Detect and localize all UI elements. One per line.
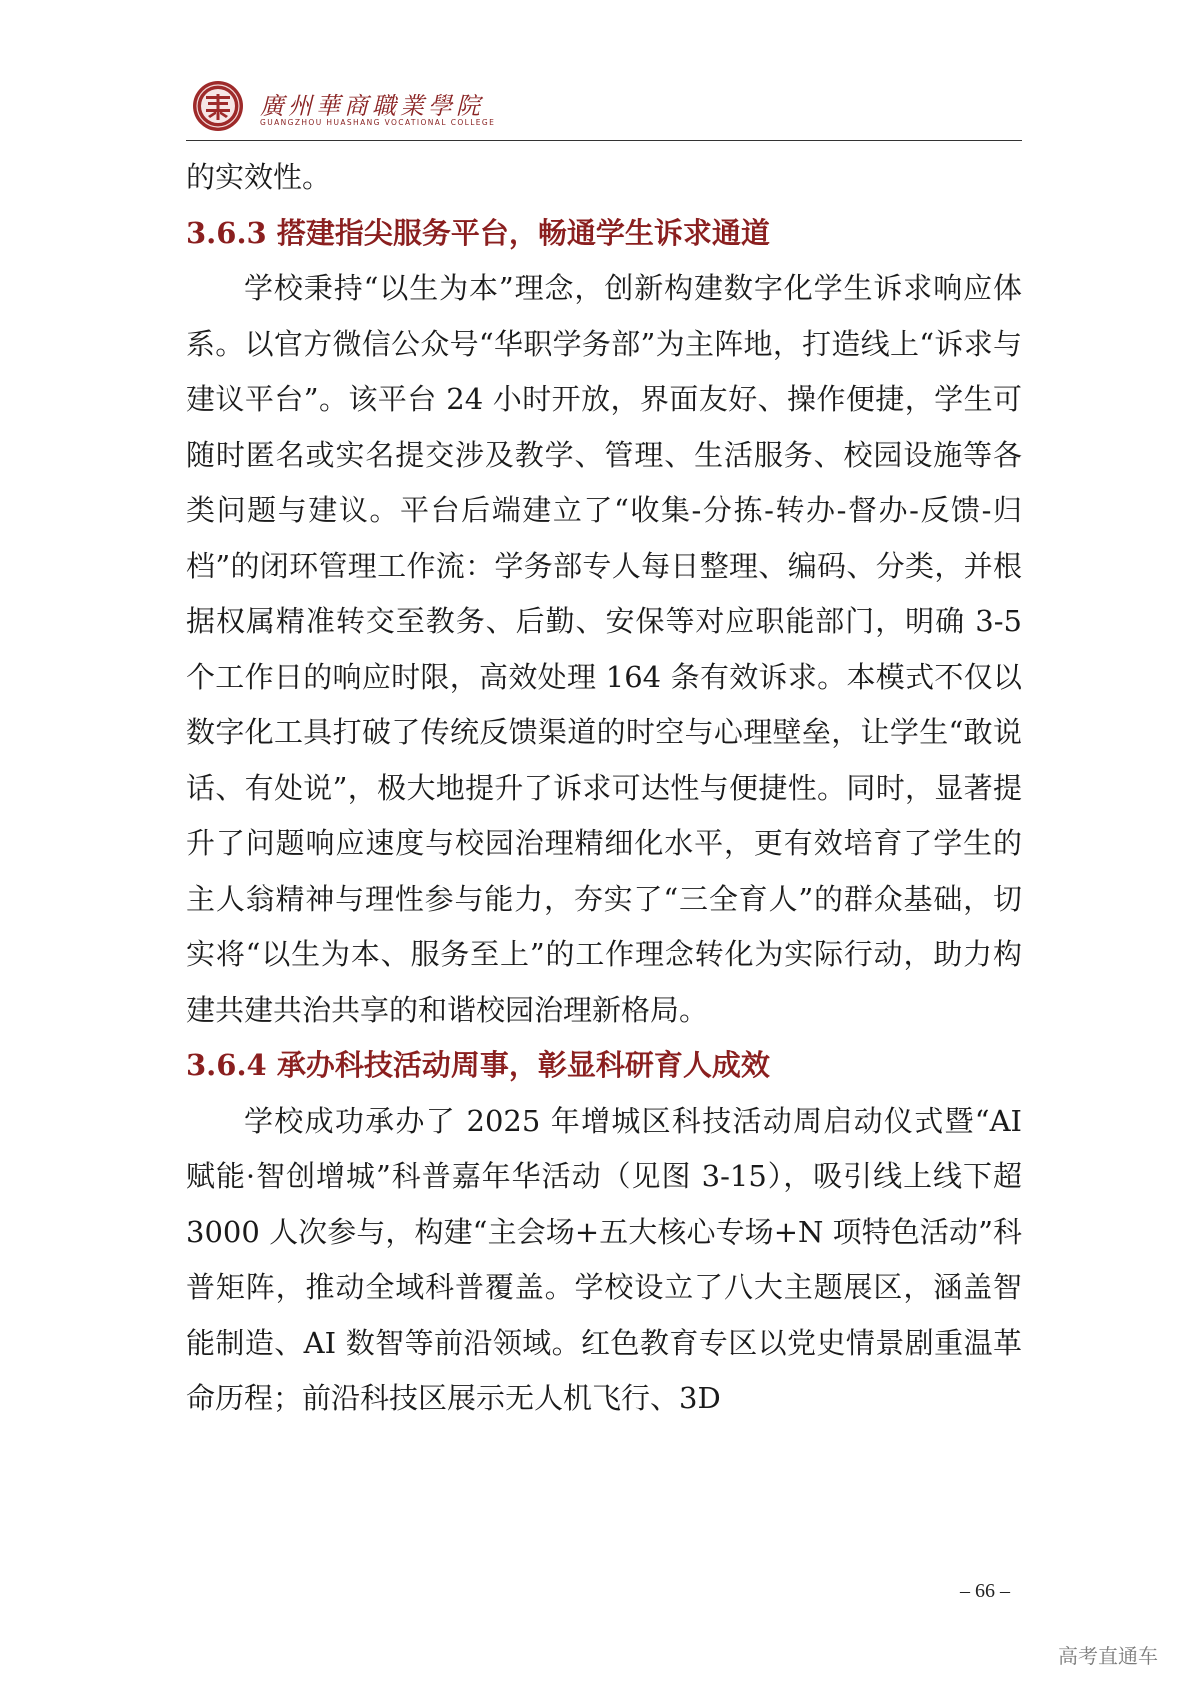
continuation-paragraph: 的实效性。 <box>186 160 332 194</box>
page-number: – 66 – <box>960 1580 1010 1602</box>
page-content <box>186 150 1022 1427</box>
college-name-english: GUANGZHOU HUASHANG VOCATIONAL COLLEGE <box>260 118 496 127</box>
college-name: 廣州華商職業學院 <box>260 92 484 120</box>
section-body-3-6-3: 学校秉持“以生为本”理念，创新构建数字化学生诉求响应体系。以官方微信公众号“华职学务部”为主阵地，打造线上“诉求与建议平台”。该平台 24 小时开放，界面友好、操作便捷，学生可随时匿名或实名提交涉及教学、管理、生活服务、校园设施等各类问题与建议。平台后端建立了“收集-分拣-转办-督办-反馈-归档”的闭环管理工作流：学务部专人每日整理、编码、分类，并根据权属精准转交至教务、后勤、安保等对应职能部门，明确 3-5 个工作日的响应时限，高效处理 164 条有效诉求。本模式不仅以数字化工具打破了传统反馈渠道的时空与心理壁垒，让学生“敢说话、有处说”，极大地提升了诉求可达性与便捷性。同时，显著提升了问题响应速度与校园治理精细化水平，更有效培育了学生的主人翁精神与理性参与能力，夯实了“三全育人”的群众基础，切实将“以生为本、服务至上”的工作理念转化为实际行动，助力构建共建共治共享的和谐校园治理新格局。 <box>186 271 1022 1027</box>
watermark-text: 高考直通车 <box>1058 1644 1158 1668</box>
section-heading-3-6-3: 3.6.3 搭建指尖服务平台，畅通学生诉求通道 <box>186 215 770 250</box>
section-body-3-6-4: 学校成功承办了 2025 年增城区科技活动周启动仪式暨“AI 赋能·智创增城”科普嘉年华活动（见图 3-15），吸引线上线下超 3000 人次参与，构建“主会场+五大核心专场+N 项特色活动”科普矩阵，推动全域科普覆盖。学校设立了八大主题展区，涵盖智能制造、AI 数智等前沿领域。红色教育专区以党史情景剧重温革命历程；前沿科技区展示无人机飞行、3D <box>186 1103 1022 1415</box>
page-header <box>186 68 1022 141</box>
section-heading-3-6-4: 3.6.4 承办科技活动周事，彰显科研育人成效 <box>186 1048 770 1082</box>
college-seal-logo <box>192 80 244 132</box>
